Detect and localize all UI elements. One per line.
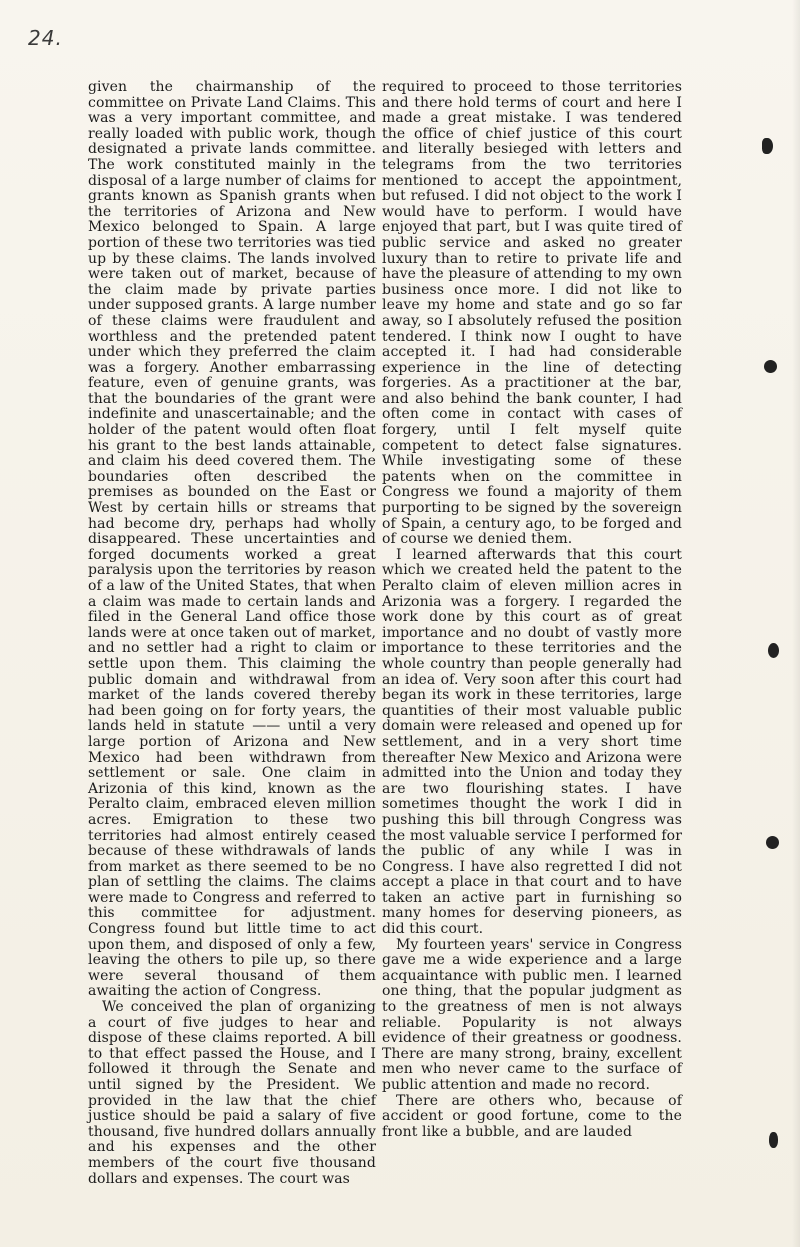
right-column [382,80,682,1140]
binder-hole-mark [766,836,779,849]
right-paragraph-2: I learned afterwards that this court which we created held the patent to the Peralto claim of eleven million acres in Arizonia was a forgery. I regarded the work done by this court as of great importance and no doubt of vastly more importance to these territories and the whole country than people generally had an idea of. Very soon after this court had began its work in these territories, large quantities of their most valuable public domain were released and opened up for settlement, and in a very short time thereafter New Mexico and Arizona were admitted into the Union and today they are two flourishing states. I have sometimes thought the work I did in pushing this bill through Congress was the most valuable service I performed for the public of any while I was in Congress. I have also regretted I did not accept a place in that court and to have taken an active part in furnishing so many homes for deserving pioneers, as did this court. [382,546,682,938]
right-paragraph-4: There are others who, because of accident or good fortune, come to the front like a bubble, and are lauded [382,1092,682,1140]
page-number: 24. [28,26,63,50]
binder-hole-mark [764,360,777,373]
binder-hole-mark [768,643,779,658]
binder-hole-mark [769,1132,778,1148]
left-paragraph-2: We conceived the plan of organizing a court of five judges to hear and dispose of these claims reported. A bill to that effect passed the House, and I followed it through the Senate and until signed by the President. We provided in the law that the chief justice should be paid a salary of five thousand, five hundred dollars annually and his expenses and the other members of the court five thousand dollars and expenses. The court was [88,999,376,1187]
page-edge-shadow [792,0,800,1247]
right-paragraph-1: required to proceed to those territories and there hold terms of court and here I made a great mistake. I was tendered the office of chief justice of this court and literally besieged with letters and telegrams from the two territories mentioned to accept the appointment, but refused. I did not object to the work I would have to perform. I would have enjoyed that part, but I was quite tired of public service and asked no greater luxury than to retire to private life and have the pleasure of attending to my own business once more. I did not like to leave my home and state and go so far away, so I absolutely refused the position tendered. I think now I ought to have accepted it. I had had considerable experience in the line of detecting forgeries. As a practitioner at the bar, and also behind the bank counter, I had often come in contact with cases of forgery, until I felt myself quite competent to detect false signatures. While investigating some of these patents when on the committee in Congress we found a majority of them purporting to be signed by the sovereign of Spain, a century ago, to be forged and of course we denied them. [382,79,682,548]
right-paragraph-3: My fourteen years' service in Congress gave me a wide experience and a large acquaintance with public men. I learned one thing, that the popular judgment as to the greatness of men is not always reliable. Popularity is not always evidence of their greatness or goodness. There are many strong, brainy, excellent men who never came to the surface of public attention and made no record. [382,936,682,1093]
left-column [88,80,376,1187]
binder-hole-mark [762,138,773,154]
left-paragraph-1: given the chairmanship of the committee on Private Land Claims. This was a very important committee, and really loaded with public work, though designated a private lands committee. The work constituted mainly in the disposal of a large number of claims for grants known as Spanish grants when the territories of Arizona and New Mexico belonged to Spain. A large portion of these two territories was tied up by these claims. The lands involved were taken out of market, because of the claim made by private parties under supposed grants. A large number of these claims were fraudulent and worthless and the pretended patent under which they preferred the claim was a forgery. Another embarrassing feature, even of genuine grants, was that the boundaries of the grant were indefinite and unascertainable; and the holder of the patent would often float his grant to the best lands attainable, and claim his deed covered them. The boundaries often described the premises as bounded on the East or West by certain hills or streams that had become dry, perhaps had wholly disappeared. These uncertainties and forged documents worked a great paralysis upon the territories by reason of a law of the United States, that when a claim was made to certain lands and filed in the General Land office those lands were at once taken out of market, and no settler had a right to claim or settle upon them. This claiming the public domain and withdrawal from market of the lands covered thereby had been going on for forty years, the lands held in statute —— until a very large portion of Arizona and New Mexico had been withdrawn from settlement or sale. One claim in Arizonia of this kind, known as the Peralto claim, embraced eleven million acres. Emigration to these two territories had almost entirely ceased because of these withdrawals of lands from market as there seemed to be no plan of settling the claims. The claims were made to Congress and referred to this committee for adjustment. Congress found but little time to act upon them, and disposed of only a few, leaving the others to pile up, so there were several thousand of them awaiting the action of Congress. [88,79,376,1000]
